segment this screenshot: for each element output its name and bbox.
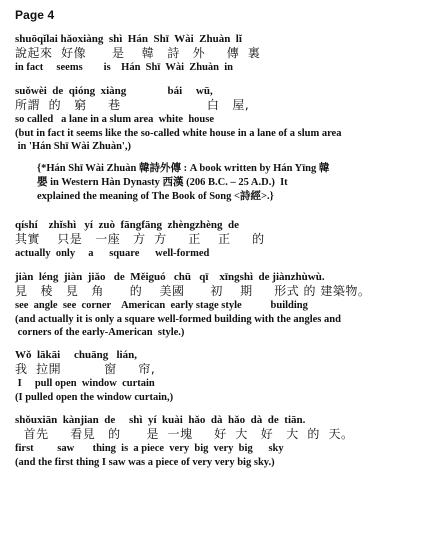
pinyin-line: suǒwèi de qióng xiàng bái wū, [15, 85, 213, 97]
sentence-block [15, 218, 415, 261]
sentence-block [15, 348, 415, 404]
pinyin-line: jiàn léng jiàn jiǎo de Měiguó chū qī xīngshì de jiànzhùwù. [15, 271, 325, 283]
pinyin-line: Wǒ lākāi chuāng lián, [15, 349, 137, 361]
translation-line: in 'Hán Shī Wài Zhuàn',) [15, 141, 131, 152]
gloss-line: so called a lane in a slum area white house [15, 114, 215, 125]
translation-line: corners of the early-American style.) [15, 327, 185, 338]
gloss-line: see angle see corner American early stage style building [15, 300, 308, 311]
gloss-line: actually only a square well-formed [15, 248, 210, 259]
chinese-line: 見 稜 見 角 的 美國 初 期 形式 的 建築物。 [15, 284, 371, 298]
gloss-line: I pull open window curtain [15, 378, 155, 389]
chinese-line: 首先 看見 的 是 一塊 好 大 好 大 的 天。 [15, 427, 354, 441]
chinese-line: 我 拉開 窗 帘, [15, 362, 156, 376]
sentence-block [15, 270, 415, 339]
footnote-line: 嬰 in Western Hàn Dynasty 西漢 (206 B.C. – 25 A.D.) It [37, 177, 288, 188]
footnote-line: {*Hán Shī Wài Zhuàn 韓詩外傳 : A book written by Hán Yīng 韓 [37, 163, 330, 174]
translation-line: (and actually it is only a square well-formed building with the angles and [15, 314, 341, 325]
footnote-block [37, 162, 412, 204]
translation-line: (I pulled open the window curtain,) [15, 392, 174, 403]
chinese-line: 所謂 的 窮 巷 白 屋, [15, 98, 250, 112]
chinese-line: 說起來 好像 是 韓 詩 外 傳 裏 [15, 46, 261, 60]
gloss-line: in fact seems is Hán Shī Wài Zhuàn in [15, 62, 234, 73]
footnote-line: explained the meaning of The Book of Song <詩經>.} [37, 191, 274, 202]
chinese-line: 其實 只是 一座 方 方 正 正 的 [15, 232, 265, 246]
pinyin-line: shǒuxiān kànjian de shì yí kuài hǎo dà hǎo dà de tiān. [15, 414, 306, 426]
pinyin-line: shuōqǐlai hǎoxiàng shì Hán Shī Wài Zhuàn lǐ [15, 33, 242, 45]
page-number: Page 4 [15, 8, 55, 22]
translation-line: (and the first thing I saw was a piece of very very big sky.) [15, 457, 275, 468]
gloss-line: first saw thing is a piece very big very big sky [15, 443, 284, 454]
pinyin-line: qíshí zhǐshì yí zuò fāngfāng zhèngzhèng de [15, 219, 240, 231]
translation-line: (but in fact it seems like the so-called white house in a lane of a slum area [15, 128, 342, 139]
sentence-block [15, 32, 415, 75]
sentence-block [15, 413, 415, 469]
sentence-block [15, 84, 415, 153]
